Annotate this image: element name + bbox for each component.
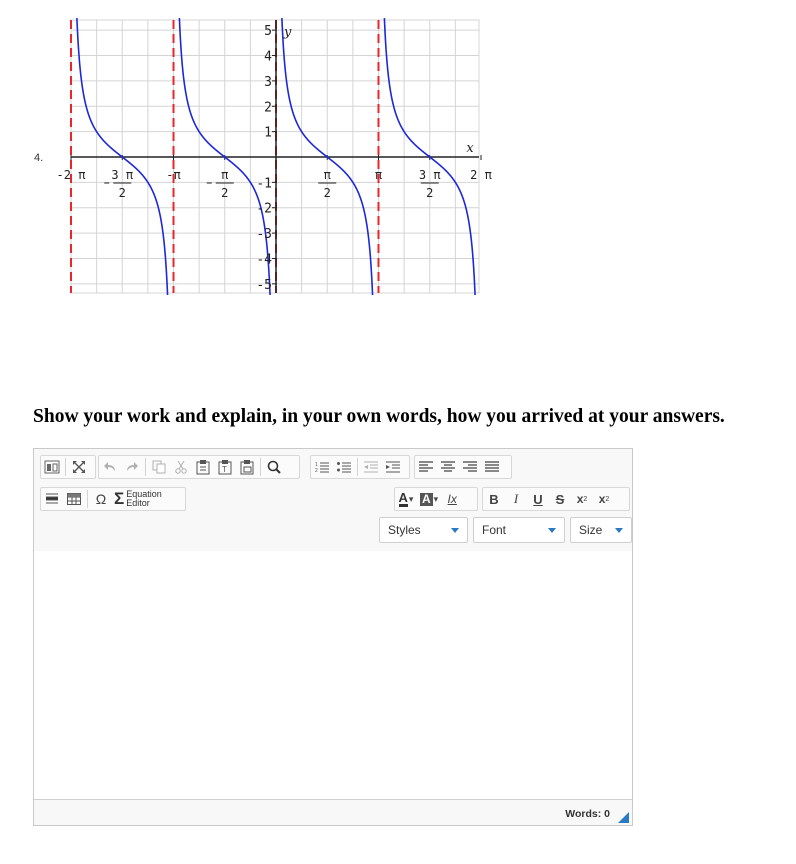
toolbar-group-align (414, 455, 512, 479)
find-icon[interactable] (263, 456, 285, 478)
superscript-button[interactable]: x 2 (598, 492, 610, 506)
separator (145, 458, 146, 476)
y-tick-label: -3 (256, 227, 272, 243)
bold-button[interactable]: B (489, 491, 499, 507)
styles-label: Styles (388, 523, 421, 537)
separator (65, 458, 66, 476)
bulleted-list-icon[interactable] (333, 456, 355, 478)
subscript-button[interactable]: x 2 (576, 492, 588, 506)
y-tick-label: 4 (264, 49, 272, 65)
align-center-icon[interactable] (437, 456, 459, 478)
maximize-icon[interactable] (68, 456, 90, 478)
chevron-down-icon (615, 528, 623, 533)
numbered-list-icon[interactable] (311, 456, 333, 478)
graph-axes (71, 20, 481, 293)
rich-text-editor (33, 448, 633, 826)
y-axis-label: y (284, 25, 292, 40)
toolbar-group-lists (310, 455, 410, 479)
table-icon[interactable] (63, 488, 85, 510)
undo-icon[interactable] (99, 456, 121, 478)
dropdown-arrow-icon: ▾ (408, 493, 414, 504)
toolbar-group-clipboard (98, 455, 300, 479)
horizontal-line-icon[interactable] (41, 488, 63, 510)
svg-text:1: 1 (315, 462, 318, 468)
editor-content-area[interactable] (34, 551, 632, 800)
y-tick-label: -5 (256, 277, 272, 293)
toolbar-group-basic-styles (482, 487, 630, 511)
toolbar-group-document (40, 455, 96, 479)
special-char-icon[interactable]: Ω (95, 491, 107, 507)
instruction-text: Show your work and explain, in your own words, how you arrived at your answers. (33, 406, 725, 427)
x-tick-label: -π (166, 168, 181, 182)
font-label: Font (482, 523, 507, 537)
underline-button[interactable]: U (533, 491, 543, 507)
y-tick-label: -4 (256, 252, 272, 268)
editor-toolbar (34, 449, 632, 552)
copy-icon[interactable] (148, 456, 170, 478)
x-tick-denominator: 2 (426, 186, 434, 200)
paste-word-icon[interactable] (236, 456, 258, 478)
redo-icon[interactable] (121, 456, 143, 478)
svg-text:2: 2 (315, 468, 318, 473)
svg-text:T: T (222, 464, 227, 474)
toolbar-group-colors (394, 487, 478, 511)
remove-format-button[interactable]: Ix (447, 492, 457, 506)
x-tick-denominator: 2 (118, 186, 126, 200)
cut-icon[interactable] (170, 456, 192, 478)
toolbar-group-insert (40, 487, 186, 511)
outdent-icon[interactable] (360, 456, 382, 478)
background-color-button[interactable]: A ▾ (422, 491, 439, 506)
align-right-icon[interactable] (459, 456, 481, 478)
x-tick-numerator: π (323, 168, 331, 182)
separator (87, 490, 88, 508)
y-tick-label: -1 (256, 176, 272, 192)
y-tick-label: 1 (264, 125, 272, 141)
chevron-down-icon (451, 528, 459, 533)
italic-button[interactable]: I (513, 491, 519, 506)
size-label: Size (579, 523, 603, 537)
x-tick-label: 2 π (470, 168, 492, 182)
y-tick-label: -2 (256, 201, 272, 217)
sigma-icon: Σ (114, 489, 125, 508)
equation-editor-label: Equation Editor (126, 489, 162, 508)
size-dropdown[interactable] (570, 517, 632, 543)
y-tick-label: 2 (264, 100, 272, 116)
cotangent-branch (0, 18, 65, 296)
strikethrough-button[interactable]: S (555, 491, 565, 507)
word-count: Words: 0 (565, 808, 610, 820)
separator (260, 458, 261, 476)
x-tick-label: -2 π (56, 168, 86, 182)
separator (357, 458, 358, 476)
text-color-button[interactable]: A ▾ (398, 489, 414, 505)
source-icon[interactable] (41, 456, 63, 478)
question-number: 4. (34, 152, 44, 164)
x-tick-denominator: 2 (323, 186, 331, 200)
y-tick-label: 3 (264, 74, 272, 90)
styles-dropdown[interactable] (379, 517, 468, 543)
x-tick-numerator: 3 π (418, 168, 441, 182)
paste-text-icon[interactable] (214, 456, 236, 478)
paste-icon[interactable] (192, 456, 214, 478)
dropdown-arrow-icon: ▾ (433, 493, 439, 504)
x-axis-label: x (466, 141, 474, 156)
chevron-down-icon (548, 528, 556, 533)
x-tick-label: π (374, 168, 383, 182)
x-tick-denominator: 2 (221, 186, 229, 200)
y-tick-label: 5 (264, 24, 272, 40)
indent-icon[interactable] (382, 456, 404, 478)
x-tick-numerator: π (221, 168, 229, 182)
cotangent-branch (487, 18, 578, 296)
equation-editor-button[interactable] (112, 488, 168, 510)
font-dropdown[interactable] (473, 517, 565, 543)
align-justify-icon[interactable] (481, 456, 503, 478)
cotangent-graph (0, 0, 796, 300)
x-tick-numerator: 3 π (111, 168, 134, 182)
editor-status-bar (34, 800, 632, 825)
align-left-icon[interactable] (415, 456, 437, 478)
resize-handle-icon[interactable] (618, 812, 629, 823)
